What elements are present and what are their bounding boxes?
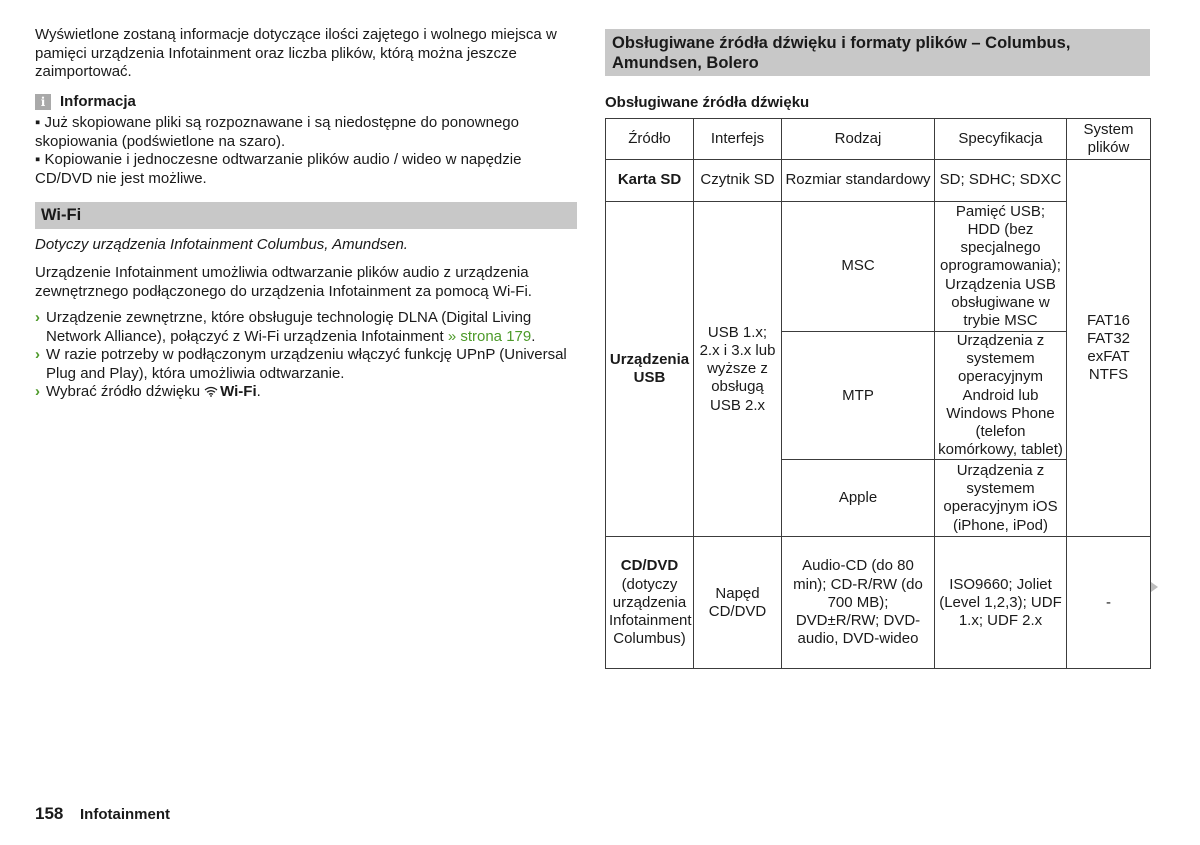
column-header: Interfejs [694,119,782,160]
column-header: Rodzaj [782,119,935,160]
type-cell: MSC [782,202,935,332]
spec-cell: SD; SDHC; SDXC [935,160,1067,202]
interface-cell: Czytnik SD [694,160,782,202]
wifi-source-label: Wi-Fi [220,383,257,400]
source-cell: CD/DVD (dotyczy urządzenia Infotainment Columbus) [606,537,694,669]
step-arrow-icon: › [35,346,40,363]
wifi-subtitle: Dotyczy urządzenia Infotainment Columbus, Amundsen. [35,236,408,253]
source-cell: Urządzenia USB [606,202,694,537]
spec-cell: Pamięć USB; HDD (bez specjalnego oprogramowania); Urządzenia USB obsługiwane w trybie MSC [935,202,1067,332]
sources-heading-text: Obsługiwane źródła dźwięku i formaty plików – Columbus, Amundsen, Bolero [612,34,1071,72]
interface-cell: USB 1.x; 2.x i 3.x lub wyższe z obsługą USB 2.x [694,202,782,537]
sources-subheading: Obsługiwane źródła dźwięku [605,94,810,111]
info-list [35,114,577,188]
chapter-title: Infotainment [80,806,170,823]
info-icon: i [35,94,51,110]
type-cell: Audio-CD (do 80 min); CD-R/RW (do 700 MB); DVD±R/RW; DVD-audio, DVD-wideo [782,537,935,669]
step-item [35,383,577,403]
next-page-arrow-icon [1151,582,1158,592]
type-cell: Rozmiar standardowy [782,160,935,202]
info-item: ▪ Już skopiowane pliki są rozpoznawane i są niedostępne do ponownego skopiowania (podświetlone na szaro). [35,114,519,150]
spec-cell: Urządzenia z systemem operacyjnym Android lub Windows Phone (telefon komórkowy, tablet) [935,332,1067,460]
spec-cell: ISO9660; Joliet (Level 1,2,3); UDF 1.x; UDF 2.x [935,537,1067,669]
step-item [35,346,577,383]
step-arrow-icon: › [35,383,40,400]
step-text: Urządzenie zewnętrzne, które obsługuje technologię DLNA (Digital Living Network Alliance), połączyć z Wi-Fi urządzenia Infotainment » strona 179. [46,309,536,345]
column-header: System plików [1067,119,1151,160]
table-row [606,537,1151,669]
step-text: W razie potrzeby w podłączonym urządzeniu włączyć funkcję UPnP (Universal Plug and Play), która umożliwia odtwarzanie. [46,346,567,382]
sources-section-heading [605,29,1150,76]
interface-cell: Napęd CD/DVD [694,537,782,669]
step-arrow-icon: › [35,309,40,326]
spec-cell: Urządzenia z systemem operacyjnym iOS (iPhone, iPod) [935,460,1067,537]
intro-paragraph: Wyświetlone zostaną informacje dotyczące ilości zajętego i wolnego miejsca w pamięci urządzenia Infotainment oraz liczba plików, którą można jeszcze zaimportować. [35,26,557,80]
wifi-section-heading [35,202,577,229]
info-item: ▪ Kopiowanie i jednoczesne odtwarzanie plików audio / wideo w napędzie CD/DVD nie jest możliwe. [35,151,522,187]
step-item [35,309,577,346]
type-cell: MTP [782,332,935,460]
audio-sources-table [605,118,1151,669]
filesystem-cell: - [1067,537,1151,669]
column-header: Źródło [606,119,694,160]
page-number: 158 [35,804,64,823]
wifi-body: Urządzenie Infotainment umożliwia odtwarzanie plików audio z urządzenia zewnętrznego podłączonego do urządzenia Infotainment za pomocą Wi-Fi. [35,264,532,300]
page-link[interactable]: » strona 179 [447,327,532,345]
table-row [606,160,1151,202]
info-header [35,93,136,110]
step-text: Wybrać źródło dźwięku Wi-Fi. [46,383,261,403]
source-cell: Karta SD [606,160,694,202]
type-cell: Apple [782,460,935,537]
info-title: Informacja [60,93,136,110]
wifi-steps [35,309,577,403]
column-header: Specyfikacja [935,119,1067,160]
filesystem-cell: FAT16 FAT32 exFAT NTFS [1067,160,1151,537]
wifi-heading-text: Wi-Fi [41,206,82,224]
wifi-icon [204,384,218,403]
table-header-row [606,119,1151,160]
